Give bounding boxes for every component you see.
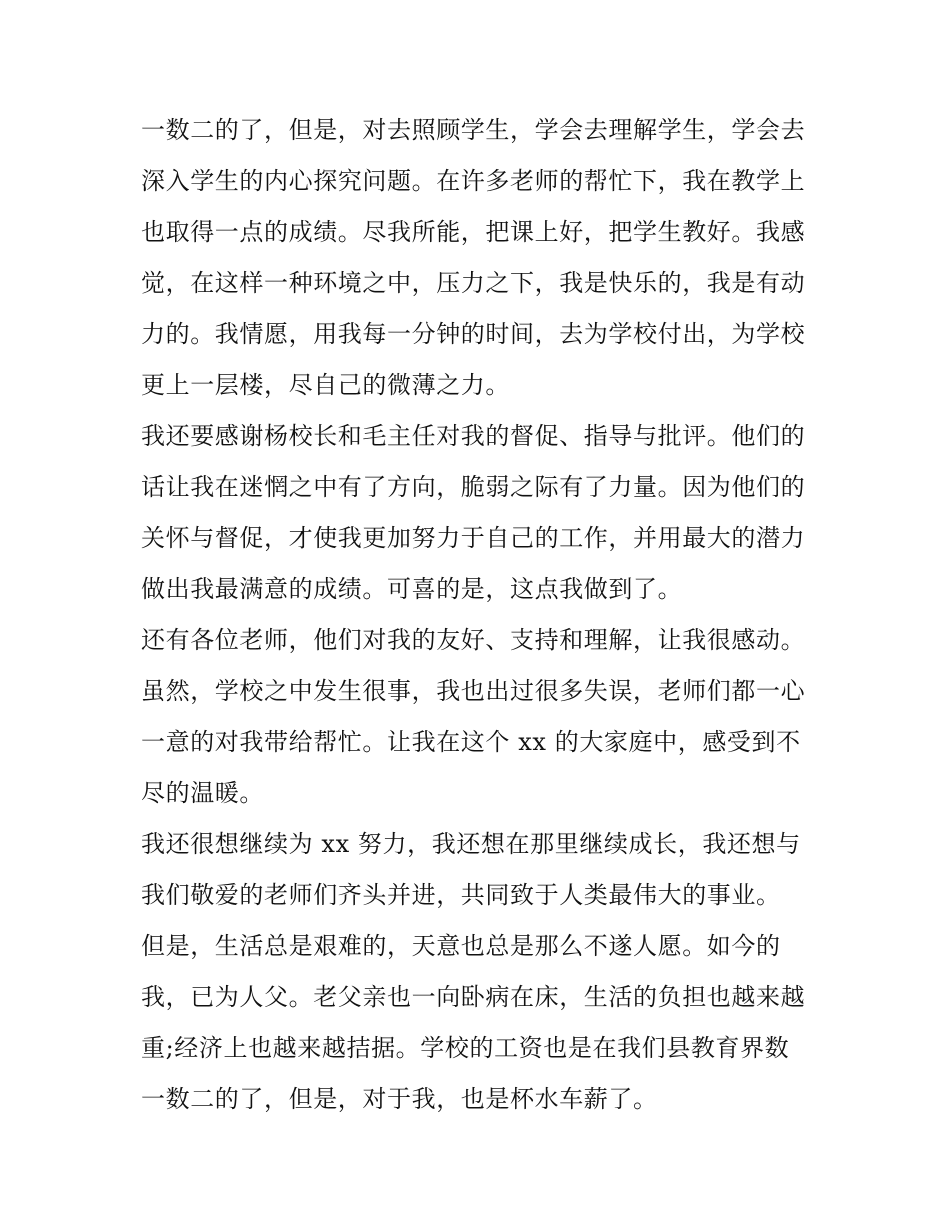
text-line: 也取得一点的成绩。尽我所能，把课上好，把学生教好。我感: [141, 218, 806, 246]
text-line: 重;经济上也越来越拮据。学校的工资也是在我们县教育界数: [141, 1034, 790, 1062]
text-line: 更上一层楼，尽自己的微薄之力。: [141, 371, 510, 399]
text-line: 一数二的了，但是，对去照顾学生，学会去理解学生，学会去: [141, 116, 806, 144]
text-line: 还有各位老师，他们对我的友好、支持和理解，让我很感动。: [141, 626, 806, 654]
text-line: 我，已为人父。老父亲也一向卧病在床，生活的负担也越来越: [141, 983, 806, 1011]
text-line: 我们敬爱的老师们齐头并进，共同致于人类最伟大的事业。: [141, 881, 781, 909]
text-line: 觉，在这样一种环境之中，压力之下，我是快乐的，我是有动: [141, 269, 806, 297]
text-line: 话让我在迷惘之中有了方向，脆弱之际有了力量。因为他们的: [141, 473, 806, 501]
text-line: 但是，生活总是艰难的，天意也总是那么不遂人愿。如今的: [141, 932, 781, 960]
text-line: 尽的温暖。: [141, 779, 264, 807]
text-line: 我还很想继续为 xx 努力，我还想在那里继续成长，我还想与: [141, 830, 801, 858]
document-body: [141, 105, 817, 1125]
text-line: 做出我最满意的成绩。可喜的是，这点我做到了。: [141, 575, 683, 603]
text-line: 深入学生的内心探究问题。在许多老师的帮忙下，我在教学上: [141, 167, 806, 195]
text-line: 关怀与督促，才使我更加努力于自己的工作，并用最大的潜力: [141, 524, 806, 552]
text-line: 我还要感谢杨校长和毛主任对我的督促、指导与批评。他们的: [141, 422, 806, 450]
text-line: 虽然，学校之中发生很事，我也出过很多失误，老师们都一心: [141, 677, 806, 705]
text-line: 一意的对我带给帮忙。让我在这个 xx 的大家庭中，感受到不: [141, 728, 801, 756]
text-line: 一数二的了，但是，对于我，也是杯水车薪了。: [141, 1085, 658, 1113]
text-line: 力的。我情愿，用我每一分钟的时间，去为学校付出，为学校: [141, 320, 806, 348]
